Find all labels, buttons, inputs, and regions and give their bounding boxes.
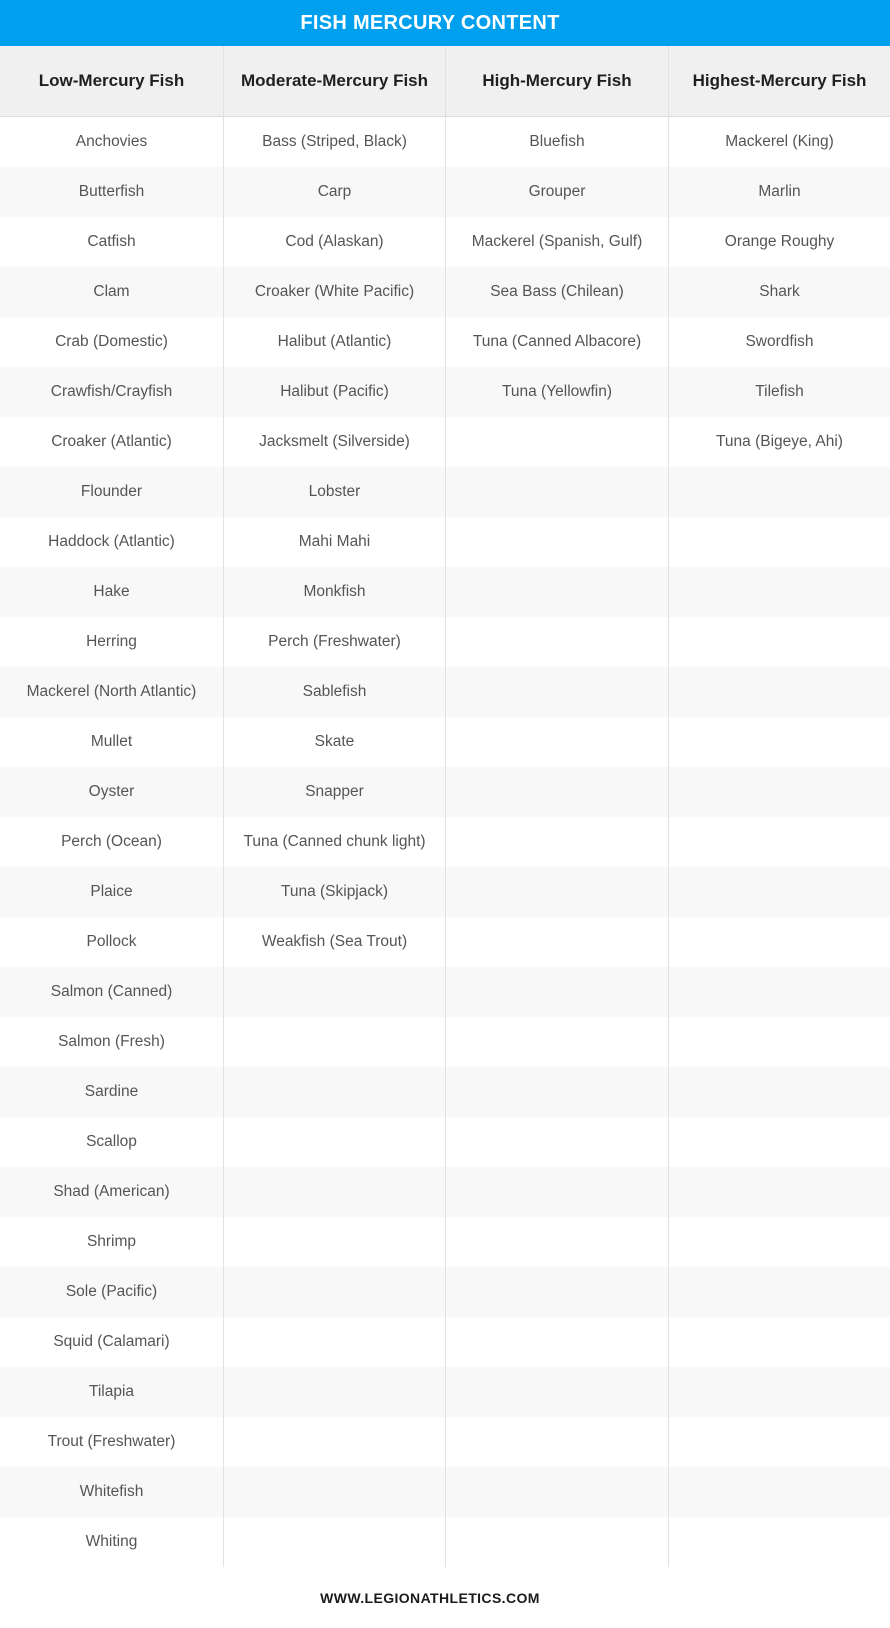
cell-high (445, 1217, 668, 1267)
cell-highest (668, 1517, 890, 1567)
cell-moderate: Snapper (223, 767, 445, 817)
cell-moderate: Skate (223, 717, 445, 767)
cell-moderate (223, 1367, 445, 1417)
cell-high (445, 1167, 668, 1217)
cell-moderate (223, 967, 445, 1017)
cell-high (445, 767, 668, 817)
cell-high (445, 667, 668, 717)
cell-highest: Mackerel (King) (668, 117, 890, 167)
cell-highest: Tilefish (668, 367, 890, 417)
cell-high (445, 817, 668, 867)
cell-high (445, 967, 668, 1017)
cell-highest (668, 717, 890, 767)
cell-moderate: Halibut (Pacific) (223, 367, 445, 417)
cell-low: Flounder (0, 467, 223, 517)
cell-high (445, 917, 668, 967)
cell-low: Whitefish (0, 1467, 223, 1517)
cell-high (445, 1367, 668, 1417)
cell-low: Salmon (Fresh) (0, 1017, 223, 1067)
cell-low: Shad (American) (0, 1167, 223, 1217)
cell-moderate: Tuna (Canned chunk light) (223, 817, 445, 867)
cell-highest (668, 1067, 890, 1117)
cell-low: Mackerel (North Atlantic) (0, 667, 223, 717)
cell-moderate (223, 1267, 445, 1317)
cell-highest (668, 1417, 890, 1467)
cell-highest (668, 467, 890, 517)
cell-low: Butterfish (0, 167, 223, 217)
cell-high (445, 617, 668, 667)
cell-moderate: Croaker (White Pacific) (223, 267, 445, 317)
cell-moderate (223, 1217, 445, 1267)
cell-low: Herring (0, 617, 223, 667)
cell-low: Tilapia (0, 1367, 223, 1417)
cell-low: Scallop (0, 1117, 223, 1167)
cell-low: Mullet (0, 717, 223, 767)
cell-high (445, 1117, 668, 1167)
cell-high: Bluefish (445, 117, 668, 167)
cell-high: Tuna (Yellowfin) (445, 367, 668, 417)
cell-low: Crab (Domestic) (0, 317, 223, 367)
cell-moderate: Bass (Striped, Black) (223, 117, 445, 167)
cell-highest (668, 917, 890, 967)
cell-high: Mackerel (Spanish, Gulf) (445, 217, 668, 267)
cell-moderate (223, 1117, 445, 1167)
cell-low: Oyster (0, 767, 223, 817)
cell-moderate: Sablefish (223, 667, 445, 717)
cell-high (445, 417, 668, 467)
cell-highest (668, 1317, 890, 1367)
table-body (0, 117, 890, 1567)
cell-highest (668, 1467, 890, 1517)
cell-moderate (223, 1067, 445, 1117)
cell-highest (668, 667, 890, 717)
cell-highest (668, 767, 890, 817)
cell-moderate: Jacksmelt (Silverside) (223, 417, 445, 467)
cell-moderate (223, 1317, 445, 1367)
cell-high (445, 1317, 668, 1367)
cell-low: Crawfish/Crayfish (0, 367, 223, 417)
cell-high (445, 567, 668, 617)
cell-high (445, 1417, 668, 1467)
cell-low: Trout (Freshwater) (0, 1417, 223, 1467)
cell-low: Whiting (0, 1517, 223, 1567)
cell-highest (668, 867, 890, 917)
column-header-highest: Highest-Mercury Fish (668, 46, 890, 117)
cell-low: Squid (Calamari) (0, 1317, 223, 1367)
table-header (0, 46, 890, 117)
cell-high: Grouper (445, 167, 668, 217)
cell-moderate (223, 1017, 445, 1067)
cell-highest (668, 817, 890, 867)
cell-moderate: Halibut (Atlantic) (223, 317, 445, 367)
cell-highest (668, 1117, 890, 1167)
column-header-moderate: Moderate-Mercury Fish (223, 46, 445, 117)
cell-low: Shrimp (0, 1217, 223, 1267)
cell-low: Pollock (0, 917, 223, 967)
footer (0, 1568, 890, 1628)
cell-high (445, 1017, 668, 1067)
cell-highest (668, 967, 890, 1017)
cell-moderate: Weakfish (Sea Trout) (223, 917, 445, 967)
cell-high: Tuna (Canned Albacore) (445, 317, 668, 367)
cell-low: Perch (Ocean) (0, 817, 223, 867)
cell-low: Sardine (0, 1067, 223, 1117)
cell-moderate: Monkfish (223, 567, 445, 617)
cell-low: Croaker (Atlantic) (0, 417, 223, 467)
cell-high (445, 717, 668, 767)
cell-high (445, 1467, 668, 1517)
cell-moderate (223, 1417, 445, 1467)
cell-high (445, 867, 668, 917)
cell-highest: Swordfish (668, 317, 890, 367)
cell-highest (668, 1167, 890, 1217)
cell-high (445, 1267, 668, 1317)
cell-low: Haddock (Atlantic) (0, 517, 223, 567)
cell-highest (668, 1017, 890, 1067)
column-header-high: High-Mercury Fish (445, 46, 668, 117)
cell-highest (668, 1217, 890, 1267)
cell-low: Sole (Pacific) (0, 1267, 223, 1317)
page-title: FISH MERCURY CONTENT (300, 11, 560, 34)
cell-moderate: Lobster (223, 467, 445, 517)
column-header-low: Low-Mercury Fish (0, 46, 223, 117)
cell-moderate: Cod (Alaskan) (223, 217, 445, 267)
cell-low: Salmon (Canned) (0, 967, 223, 1017)
cell-high (445, 467, 668, 517)
cell-highest: Marlin (668, 167, 890, 217)
cell-highest: Orange Roughy (668, 217, 890, 267)
cell-highest (668, 1367, 890, 1417)
cell-high (445, 1067, 668, 1117)
cell-low: Plaice (0, 867, 223, 917)
cell-highest (668, 1267, 890, 1317)
cell-low: Catfish (0, 217, 223, 267)
cell-moderate: Carp (223, 167, 445, 217)
cell-high (445, 517, 668, 567)
cell-highest (668, 617, 890, 667)
cell-moderate (223, 1167, 445, 1217)
cell-moderate (223, 1467, 445, 1517)
cell-highest (668, 567, 890, 617)
website-url: WWW.LEGIONATHLETICS.COM (320, 1590, 540, 1606)
cell-moderate: Tuna (Skipjack) (223, 867, 445, 917)
cell-moderate (223, 1517, 445, 1567)
cell-highest: Tuna (Bigeye, Ahi) (668, 417, 890, 467)
cell-high: Sea Bass (Chilean) (445, 267, 668, 317)
cell-highest: Shark (668, 267, 890, 317)
cell-highest (668, 517, 890, 567)
cell-moderate: Perch (Freshwater) (223, 617, 445, 667)
cell-high (445, 1517, 668, 1567)
cell-moderate: Mahi Mahi (223, 517, 445, 567)
title-bar (0, 0, 890, 46)
cell-low: Clam (0, 267, 223, 317)
cell-low: Anchovies (0, 117, 223, 167)
cell-low: Hake (0, 567, 223, 617)
